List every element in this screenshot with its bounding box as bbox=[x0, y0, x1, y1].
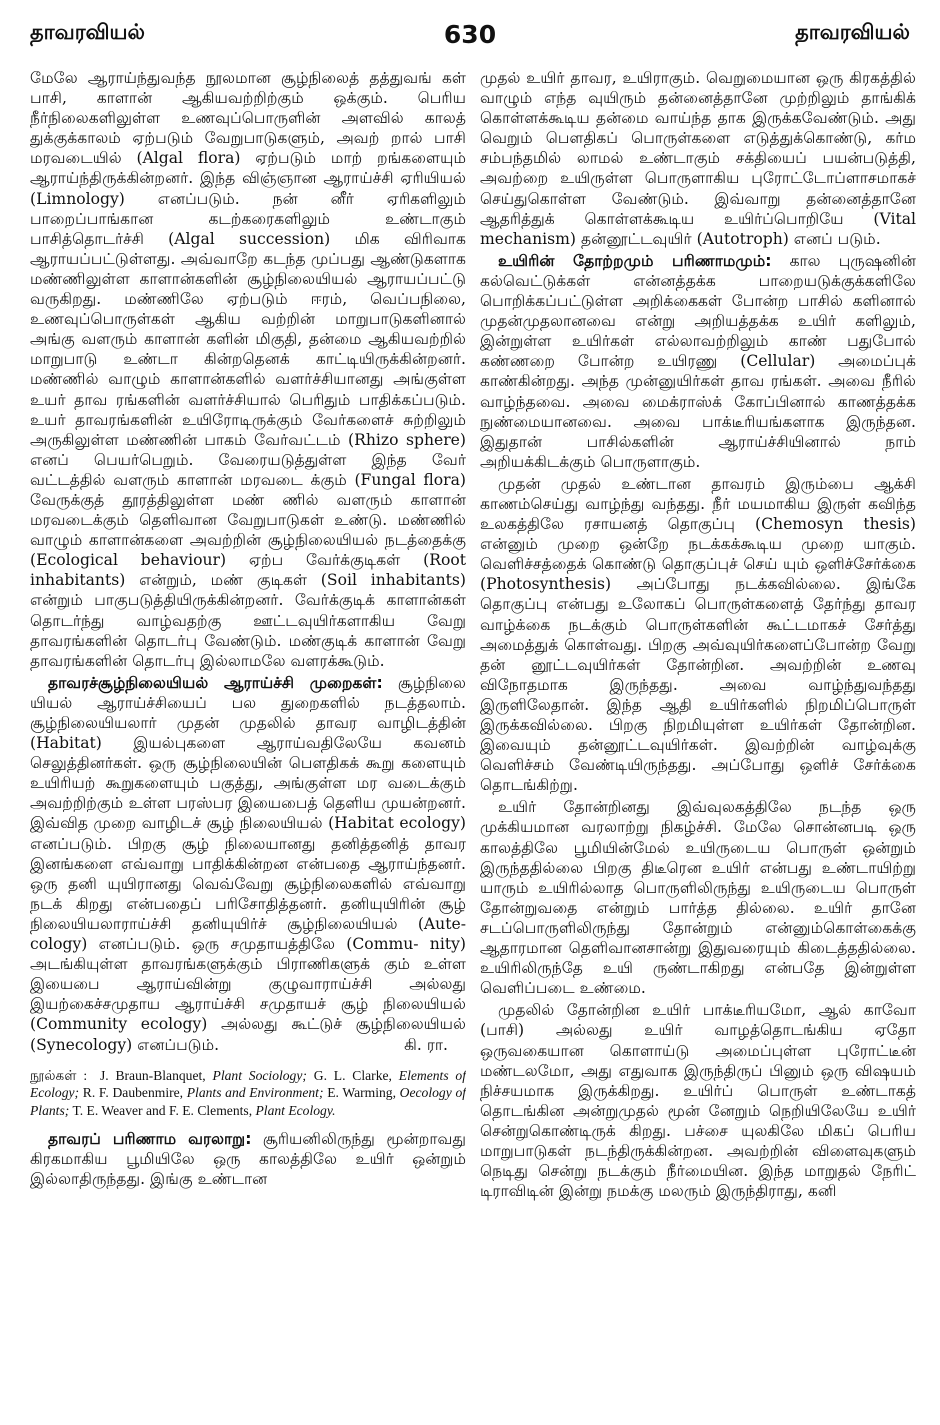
origin-of-life-heading: உயிரின் தோற்றமும் பரிணாமமும்: bbox=[498, 251, 772, 270]
right-column bbox=[480, 68, 916, 1398]
ref-5-author: T. E. Weaver and F. E. Clements, bbox=[72, 1102, 253, 1118]
evolution-history-text: சூரியனிலிருந்து மூன்றாவது கிரகமாகிய பூமியிலே ஒரு காலத்திலே உயிர் ஒன்றும் இல்லாதிருந்தது. இங்கு உண்டான bbox=[30, 1130, 466, 1189]
references bbox=[30, 1067, 466, 1120]
chemosynthesis-paragraph: முதன் முதல் உண்டான தாவரம் இரும்பை ஆக்சி காணம்செய்து வாழ்ந்து வந்தது. நீர் மயமாகிய இருள் கவிந்த உலகத்திலே ரசாயனத் தொகுப்பு (Chemosyn thesis) என்னும் முறை ஒன்றே நடக்கக்கூடிய முறை யாகும். வெளிச்சத்தைக் கொண்டு தொகுப்புச் செய் யும் ஒளிச்சேர்க்கை (Photosynthesis) அப்போது நடக்கவில்லை. இங்கே தொகுப்பு என்பது உலோகப் பொருள்களைத் தேர்ந்து தாவர வாழ்க்கை நடக்கும் பொருள்களின் கூட்டமாகச் சேர்த்து அமைத்துக் கொள்வது. பிறகு அவ்வுயிர்களைப்போன்ற வேறு தன் னூட்டவுயிர்கள் தோன்றின. அவற்றின் உணவு விநோதமாக இருந்தது. அவை வாழ்ந்துவந்தது இருளிலேதான். இந்த ஆதி உயிர்களில் நிறமிப்பொருள் இருக்கவில்லை. பிறகு நிறமியுள்ள உயிர்கள் தோன்றின. இவையும் தன்னூட்டவுயிர்கள். இவற்றின் வாழ்வுக்கு வெளிச்சம் வேண்டியிருந்தது. அப்போது ஒளிச் சேர்க்கை தொடங்கிற்று. bbox=[480, 474, 916, 795]
running-title-left: தாவரவியல் bbox=[30, 20, 145, 44]
ref-3-author: R. F. Daubenmire, bbox=[82, 1085, 184, 1101]
research-methods-paragraph bbox=[30, 673, 466, 1055]
life-emergence-paragraph: உயிர் தோன்றினது இவ்வுலகத்திலே நடந்த ஒரு முக்கியமான வரலாற்று நிகழ்ச்சி. மேலே சொன்னபடி ஒரு காலத்திலே பூமியின்மேல் உயிருடைய பொருள் ஒன்றும் இருந்ததில்லை பிறகு திடீரென உயிர் என்பது உண்டாயிற்று யாரும் உயிரில்லாத பொருளிலிருந்து உயிருடைய பொருள் தோன்றுவதை என்றும் பார்த்த தில்லை. உயிர் தானே சடப்பொருளிலிருந்து தோன்றும் என்னும்கொள்கைக்கு ஆதாரமான தெளிவானசான்று இதுவரையும் கிடைத்ததில்லை. உயிரிலிருந்தே உயி ருண்டாகிறது என்பதே இன்றுள்ள வெளிப்படை உண்மை. bbox=[480, 798, 916, 998]
research-methods-heading: தாவரச்சூழ்நிலையியல் ஆராய்ச்சி முறைகள்: bbox=[48, 673, 383, 692]
autotroph-paragraph: முதல் உயிர் தாவர, உயிராகும். வெறுமையான ஒரு கிரகத்தில் வாழும் எந்த வுயிரும் தன்னைத்தானே முற்றிலும் தாங்கிக் கொள்ளக்கூடிய தன்மை வாய்ந்த தாக இருக்கவேண்டும். அது வெறும் பௌதிகப் பொருள்களை எடுத்துக்கொண்டு, கர்ம சம்பந்தமில் லாமல் உண்டாகும் சக்தியைப் பயன்படுத்தி, அவற்றை உயிருள்ள பொருளாகிய புரோட்டோப்ளாசமாகச் செய்துகொள்ள வேண்டும். இவ்வாறு தன்னைத்தானே ஆதரித்துக் கொள்ளக்கூடிய உயிர்ப்பொறியே (Vital mechanism) தன்னூட்டவுயிர் (Autotroph) எனப் படும். bbox=[480, 69, 916, 248]
research-methods-text: சூழ்நிலை யியல் ஆராய்ச்சியைப் பல துறைகளில் நடத்தலாம். சூழ்நிலையியலார் முதன் முதலில் தாவர வாழிடத்தின் (Habitat) இயல்புகளை ஆராய்வதிலேயே கவனம் செலுத்தினர்கள். ஒரு சூழ்நிலையின் பௌதிகக் கூறு களையும் உயிரியற் கூறுகளையும் பகுத்து, அங்குள்ள மர வடைக்கும் அவற்றிற்கும் உள்ள பரஸ்பர இயைபைத் தெளிய முயன்றனர். இவ்வித முறை வாழிடச் சூழ் நிலையியல் (Habitat ecology) எனப்படும். பிறகு சூழ் நிலையானது தனித்தனித் தாவர இனங்களை எவ்வாறு பாதிக்கின்றன என்பதை ஆராய்ந்தனர். ஒரு தனி யுயிரானது வெவ்வேறு சூழ்நிலைகளில் எவ்வாறு நடக் கிறது என்பதைப் பரிசோதித்தனர். தனியுயிரின் சூழ் நிலையியலாராய்ச்சி தனியுயிர்ச் சூழ்நிலையியல் (Aute- cology) எனப்படும். ஒரு சமுதாயத்திலே (Commu- nity) அடங்கியுள்ள தாவரங்களுக்கும் பிராணிகளுக் கும் உள்ள இயைபை ஆராய்வின்று குழுவாராய்ச்சி அல்லது இயற்கைச்சமுதாய ஆராய்ச்சி சமுதாயச் சூழ் நிலையியல் (Community ecology) அல்லது கூட்டுச் சூழ்நிலையியல் (Synecology) எனப்படும். bbox=[30, 673, 466, 1054]
ref-2-author: G. L. Clarke, bbox=[313, 1067, 392, 1083]
running-title-right: தாவரவியல் bbox=[795, 20, 910, 44]
origin-of-life-text: கால புருஷனின் கல்வெட்டுக்கள் என்னத்தக்க பாறையடுக்குக்களிலே பொறிக்கப்பட்டுள்ள அறிக்கைகள் போன்ற பாசில் களினால் முதன்முதலானவை என்று அறியத்தக்க உயிர் களிலும், இன்றுள்ள உயிர்கள் எல்லாவற்றிலும் காண் பதுபோல் கண்ணறை போன்ற உயிரணு (Cellular) அமைப்புக் காண்கின்றது. அந்த முன்னுயிர்கள் தாவ ரங்கள். அவை நீரில் வாழ்ந்தவை. அவை மைக்ராஸ்க் கோப்பினால் காணத்தக்க நுண்மையானவை. அவை பாக்டீரியங்களாக இருந்தன. இதுதான் பாசில்களின் ஆராய்ச்சியினால் நாம் அறியக்கிடக்கும் பொருளாகும். bbox=[480, 251, 916, 471]
origin-of-life-paragraph bbox=[480, 251, 916, 472]
left-column bbox=[30, 68, 466, 1398]
ref-4-author: E. Warming, bbox=[327, 1085, 396, 1101]
ecology-paragraph-1: மேலே ஆராய்ந்துவந்த நூலமான சூழ்நிலைத் தத்துவங் கள் பாசி, காளான் ஆகியவற்றிற்கும் ஒக்கும். பெரிய நீர்நிலைகளிலுள்ள உணவுப்பொருளின் அளவில் காலத் துக்குக்காலம் ஏற்படும் வேறுபாடுகளும், அவற் றால் பாசி மரவடையில் (Algal flora) ஏற்படும் மாற் றங்களையும் ஆராய்ந்திருக்கின்றனர். இந்த விஞ்ஞான ஆராய்ச்சி ஏரியியல் (Limnology) எனப்படும். நன் னீர் ஏரிகளிலும் பாறைப்பாங்கான கடற்கரைகளிலும் உண்டாகும் பாசித்தொடர்ச்சி (Algal succession) மிக விரிவாக ஆராயப்பட்டுள்ளது. அவ்வாறே கடந்த முப்பது ஆண்டுகளாக மண்ணிலுள்ள காளான்களின் சூழ்நிலையியல் ஆராயப்பட்டு வருகிறது. மண்ணிலே ஏற்படும் ஈரம், வெப்பநிலை, உணவுப்பொருள்கள் ஆகிய வற்றின் மாறுபாடுகளினால் அங்கு வளரும் காளான் களின் மிகுதி, தன்மை ஆகியவற்றில் மாறுபாடு உண்டா கின்றதெனக் காட்டியிருக்கின்றனர். மண்ணில் வாழும் காளான்களில் வளர்ச்சியானது அங்குள்ள உயர் தாவ ரங்களின் வளர்ச்சியால் பெரிதும் பாதிக்கப்படும். உயர் தாவரங்களின் உயிரோடிருக்கும் வேர்களைச் சுற்றிலும் அருகிலுள்ள மண்ணின் பாகம் வேர்வட்டம் (Rhizo sphere) எனப் பெயர்பெறும். வேரையடுத்துள்ள இந்த வேர் வட்டத்தில் வளரும் காளான் மரவடை க்கும் (Fungal flora) வேருக்குத் தூரத்திலுள்ள மண் ணில் வளரும் காளான் மரவடைக்கும் தெளிவான வேறுபாடுகள் உண்டு. மண்ணில் வாழும் காளான்களை அவற்றின் சூழ்நிலையியல் நடத்தைக்கு (Ecological behaviour) ஏற்ப வேர்க்குடிகள் (Root inhabitants) என்றும், மண் குடிகள் (Soil inhabitants) என்றும் பாகுபடுத்தியிருக்கின்றனர். வேர்க்குடிக் காளான்கள் தொடர்ந்து வாழ்வதற்கு ஊட்டவுயிர்களாகிய வேறு தாவரங்களின் தொடர்பு வேண்டும். மண்குடிக் காளான் வேறு தாவரங்களின் தொடர்பு இல்லாமலே வளரக்கூடும். bbox=[30, 69, 466, 670]
references-label: நூல்கள் : bbox=[30, 1067, 88, 1083]
ref-1-title: Plant Sociology; bbox=[212, 1067, 307, 1083]
author-signature: கி. ரா. bbox=[404, 1035, 448, 1054]
evolution-history-heading: தாவரப் பரிணாம வரலாறு: bbox=[48, 1130, 252, 1149]
page-number: 630 bbox=[443, 20, 497, 49]
ref-2-title: Elements of Ecology; bbox=[30, 1067, 466, 1101]
ref-5-title: Plant Ecology. bbox=[255, 1102, 336, 1118]
page-header bbox=[30, 20, 910, 60]
evolution-history-paragraph bbox=[30, 1129, 466, 1189]
first-life-paragraph: முதலில் தோன்றின உயிர் பாக்டீரியமோ, ஆல் காவோ (பாசி) அல்லது உயிர் வாழத்தொடங்கிய ஏதோ ஒருவகையான கொளாய்டு அமைப்புள்ள புரோட்டீன் மண்டலமோ, அது எதுவாக இருந்திருப் பினும் ஒரு விஷயம் நிச்சயமாக இருக்கிறது. உயிர்ப் பொருள் உண்டாகத் தொடங்கின அன்றுமுதல் மூன் னேறும் நெறியிலேயே உயிர் சென்றுகொண்டிருக் கிறது. பச்சை யுலகிலே மிகப் பெரிய மாறுபாடுகள் நடந்திருக்கின்றன. அவற்றின் விளைவுகளும் நெடிது சென்று நடக்கும் நீர்மையின. இந்த மாறுதல் நேரிட் டிராவிடின் இன்று நமக்கு மலரும் இருந்திராது, கனி bbox=[480, 1001, 916, 1201]
ref-4-title: Oecology of Plants; bbox=[30, 1085, 466, 1118]
ref-3-title: Plants and Environment; bbox=[186, 1085, 324, 1101]
ref-1-author: J. Braun-Blanquet, bbox=[99, 1067, 206, 1083]
